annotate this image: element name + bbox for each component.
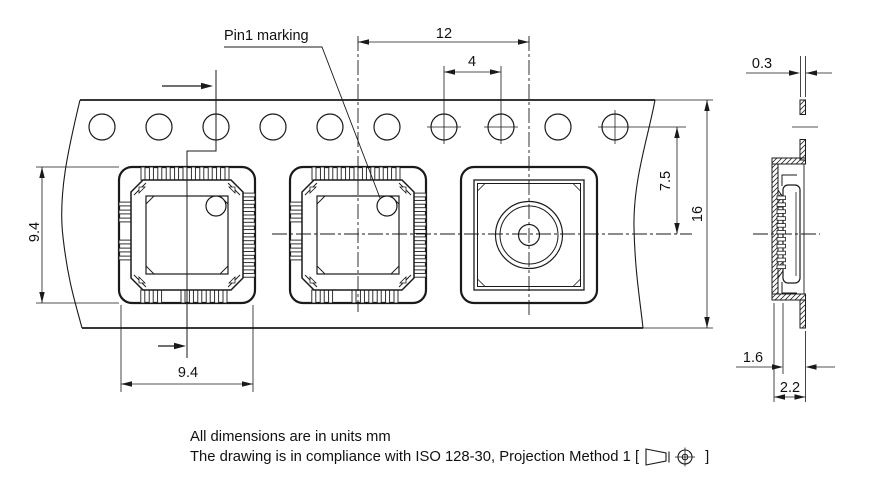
dim-inner-depth-value: 1.6 — [742, 350, 764, 366]
sprocket-hole — [260, 114, 286, 140]
drawing-notes — [190, 427, 709, 467]
tape-section-view — [753, 100, 820, 328]
tape-break-line-right — [634, 100, 655, 328]
note-compliance-text: The drawing is in compliance with ISO 128-30, Projection Method 1 [ — [190, 449, 640, 465]
section-arrow-bottom — [158, 343, 186, 349]
sprocket-hole — [146, 114, 172, 140]
sprocket-holes — [89, 114, 628, 140]
dim-total-depth-value: 2.2 — [779, 380, 801, 396]
sprocket-hole — [317, 114, 343, 140]
tape-break-line-left — [62, 100, 82, 328]
note-compliance — [190, 447, 709, 467]
sprocket-hole — [545, 114, 571, 140]
dim-pocket-height-value: 9.4 — [27, 221, 43, 243]
dim-tape-width-value: 16 — [690, 205, 706, 223]
note-compliance-bracket: ] — [705, 449, 710, 465]
dim-pocket-height — [36, 167, 119, 303]
pin1-marking-label: Pin1 marking — [224, 28, 309, 44]
first-angle-projection-icon — [643, 447, 701, 467]
dim-pocket-width-value: 9.4 — [177, 365, 199, 381]
dim-hole-to-pocket-value: 7.5 — [658, 170, 674, 192]
dim-pocket-pitch-value: 12 — [435, 26, 453, 42]
dim-tape-thickness-value: 0.3 — [751, 56, 773, 72]
dim-hole-pitch-value: 4 — [467, 54, 477, 70]
tape-top-view — [62, 36, 713, 358]
sprocket-hole — [89, 114, 115, 140]
section-lead-stack — [777, 196, 786, 269]
section-arrow-top — [162, 83, 213, 89]
sprocket-hole — [374, 114, 400, 140]
note-units — [190, 427, 709, 447]
note-units-text: All dimensions are in units mm — [190, 429, 391, 445]
